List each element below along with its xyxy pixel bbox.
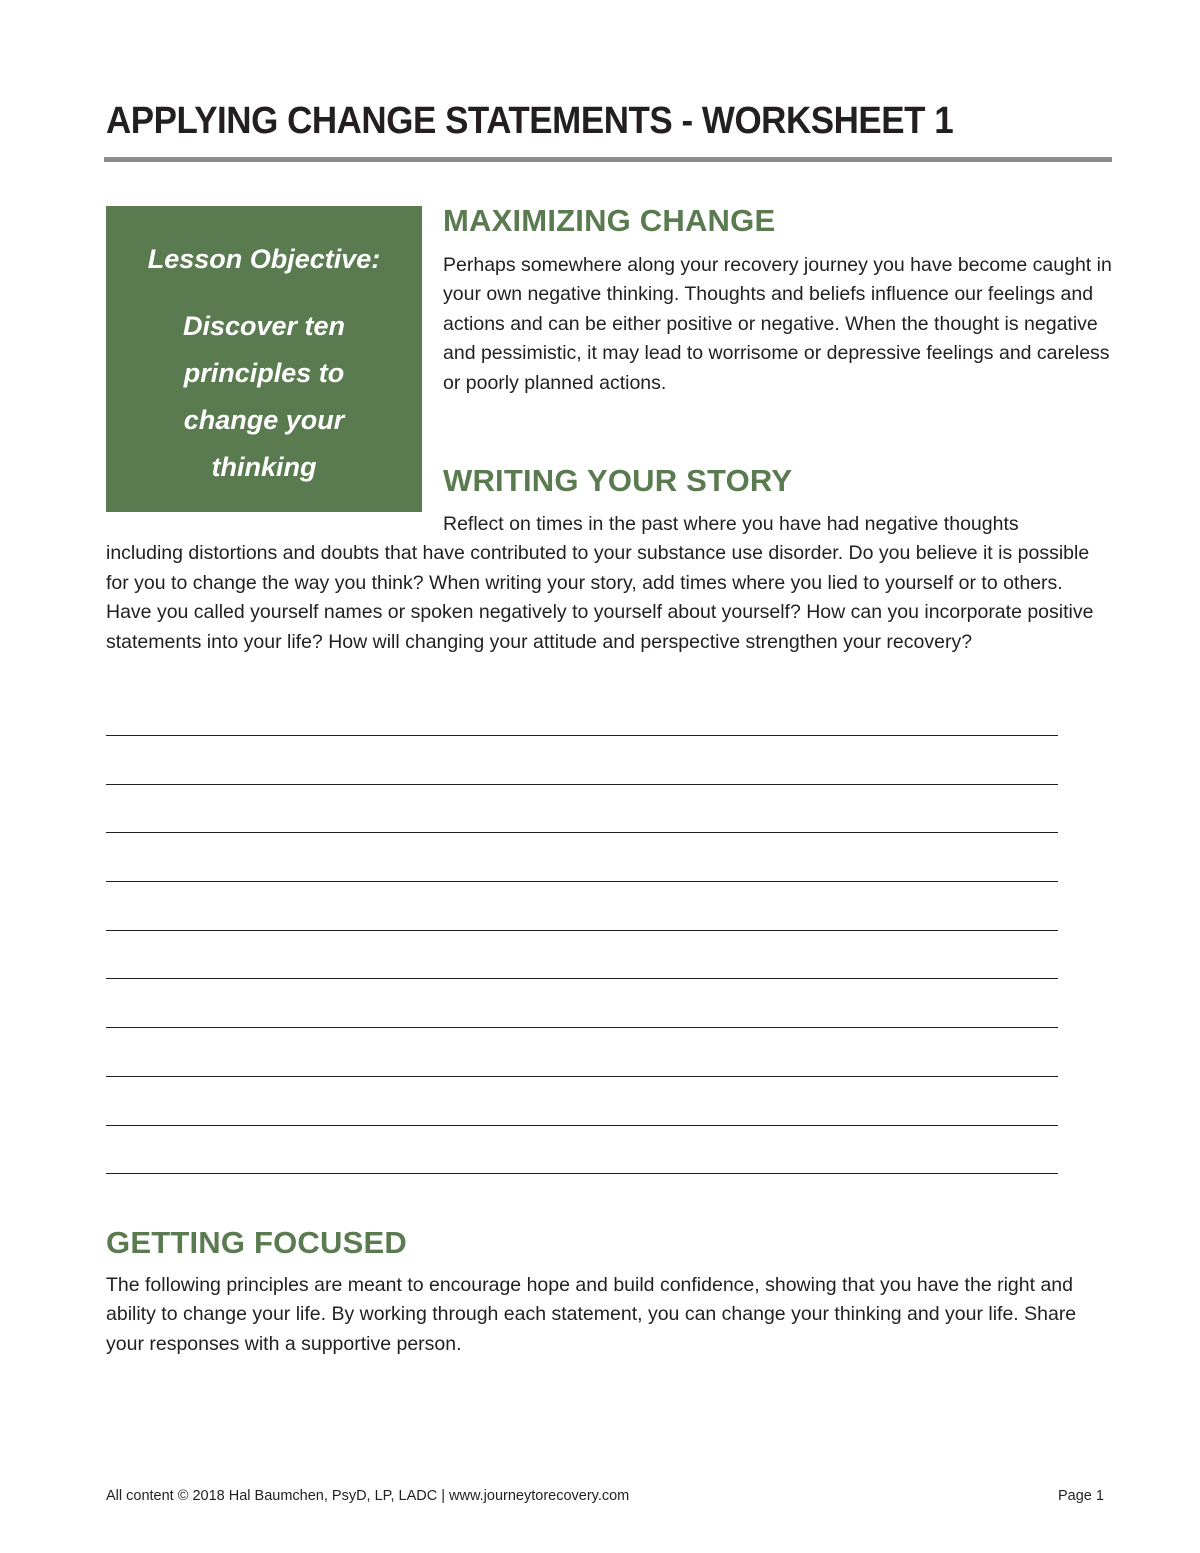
getting-focused-body: The following principles are meant to encourage hope and build confidence, showing that you have the right and ability to change your life. By working through each statement, you can change your thinking and your life. Share your responses with a supportive person.: [106, 1274, 1077, 1355]
getting-focused-heading: GETTING FOCUSED: [106, 1225, 407, 1260]
writing-line[interactable]: [106, 784, 1058, 785]
title-divider: [104, 157, 1112, 162]
story-writing-area[interactable]: [106, 735, 1058, 1222]
writing-line[interactable]: [106, 1027, 1058, 1028]
footer-copyright: All content © 2018 Hal Baumchen, PsyD, LP, LADC | www.journeytorecovery.com: [106, 1488, 630, 1504]
writing-line[interactable]: [106, 1076, 1058, 1077]
writing-line[interactable]: [106, 978, 1058, 979]
writing-line[interactable]: [106, 881, 1058, 882]
maximizing-change-body: Perhaps somewhere along your recovery journey you have become caught in your own negative thinking. Thoughts and beliefs influence our feelings and actions and can be either positive or negative. When the thought is negative and pessimistic, it may lead to worrisome or depressive feelings and careless or poorly planned actions.: [443, 254, 1112, 394]
writing-line[interactable]: [106, 1173, 1058, 1174]
writing-line[interactable]: [106, 735, 1058, 736]
lesson-objective-box: [106, 206, 422, 512]
writing-your-story-body-first-line: Reflect on times in the past where you have had negative thoughts: [443, 513, 1019, 535]
writing-your-story-body: [106, 510, 1106, 657]
maximizing-change-heading: MAXIMIZING CHANGE: [443, 203, 776, 238]
writing-line[interactable]: [106, 930, 1058, 931]
writing-your-story-heading: WRITING YOUR STORY: [443, 463, 793, 498]
writing-your-story-body-rest: including distortions and doubts that have contributed to your substance use disorder. Do you believe it is possible for you to change the way you think? When writing your story, add times where you lied to yourself or to others. Have you called yourself names or spoken negatively to yourself about yourself? How can you incorporate positive statements into your life? How will changing your attitude and perspective strengthen your recovery?: [106, 542, 1094, 653]
footer-page-number: Page 1: [1058, 1488, 1104, 1504]
writing-line[interactable]: [106, 1125, 1058, 1126]
page-title: APPLYING CHANGE STATEMENTS - WORKSHEET 1: [106, 100, 954, 142]
lesson-objective-heading: Lesson Objective:: [147, 244, 381, 274]
lesson-objective-text: Discover ten principles to change your thinking: [182, 311, 346, 482]
writing-line[interactable]: [106, 832, 1058, 833]
